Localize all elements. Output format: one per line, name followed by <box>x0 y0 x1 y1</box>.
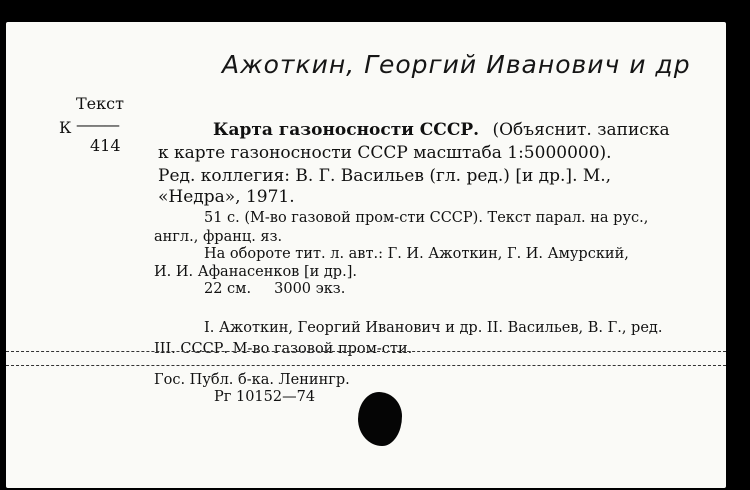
shelfmark-separator: ——— <box>76 115 118 134</box>
main-entry-line1 <box>213 120 670 140</box>
main-entry-line1-rest: (Объяснит. записка <box>492 120 670 140</box>
collation-line3: На обороте тит. л. авт.: Г. И. Ажоткин, Г. И. Амурский, <box>204 246 629 262</box>
shelfmark-number: 414 <box>90 136 121 155</box>
collation-line2: англ., франц. яз. <box>154 229 283 245</box>
catalog-card <box>6 22 726 488</box>
main-entry-line4: «Недра», 1971. <box>158 187 295 207</box>
handwritten-heading: Ажоткин, Георгий Иванович и др <box>222 50 691 79</box>
holder-line1: Гос. Публ. б-ка. Ленингр. <box>154 372 350 388</box>
tracings-line1: I. Ажоткин, Георгий Иванович и др. II. Васильев, В. Г., ред. <box>204 320 663 336</box>
holder-line2: Рг 10152—74 <box>214 389 316 405</box>
collation-line4: И. И. Афанасенков [и др.]. <box>154 264 357 280</box>
title: Карта газоносности СССР. <box>213 120 480 140</box>
shelfmark-label: Текст <box>76 94 124 113</box>
collation-line1: 51 с. (М-во газовой пром-сти СССР). Текст парал. на рус., <box>204 210 649 226</box>
separator-line-lower <box>6 365 726 366</box>
collation-line5: 22 см. 3000 экз. <box>204 281 346 297</box>
main-entry-line3: Ред. коллегия: В. Г. Васильев (гл. ред.) [и др.]. М., <box>158 166 612 186</box>
ink-blot <box>358 392 402 446</box>
shelfmark-index: К <box>59 118 72 137</box>
tracings-line2: III. СССР. М-во газовой пром-сти. <box>154 341 413 357</box>
separator-line <box>6 351 726 352</box>
main-entry-line2: к карте газоносности СССР масштаба 1:5000000). <box>158 143 612 163</box>
